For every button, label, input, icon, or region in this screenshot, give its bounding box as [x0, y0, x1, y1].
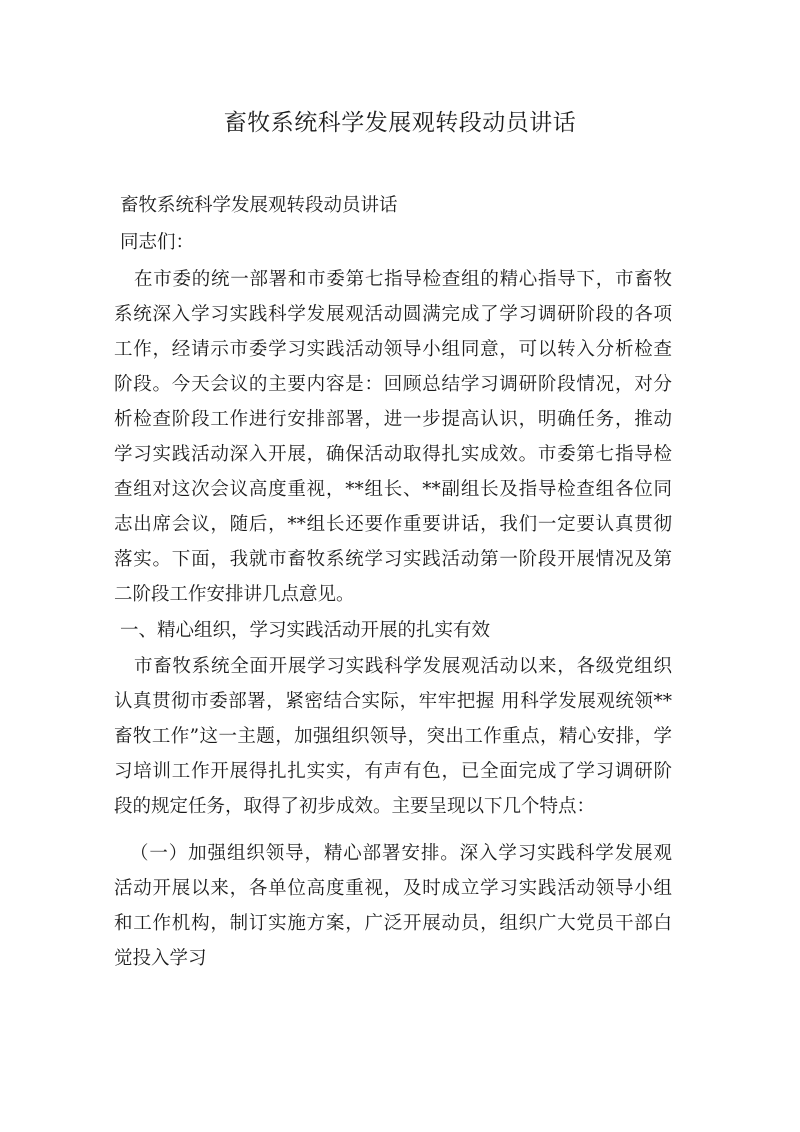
section-heading-1: 一、精心组织，学习实践活动开展的扎实有效: [120, 620, 491, 641]
paragraph-subsection-1: （一）加强组织领导，精心部署安排。深入学习实践科学发展观 活动开展以来，各单位高度重视，及时成立学习实践活动领导小组 和工作机构，制订实施方案，广泛开展动员，组织广大党员干部白 觉投入学习: [114, 843, 672, 969]
paragraph-section-1: 市畜牧系统全面开展学习实践科学发展观活动以来，各级党组织 认真贯彻市委部署，紧密结合实际，牢牢把握 用科学发展观统领** 畜牧工作”这一主题，加强组织领导，突出工作重点，精心安排，学 习培训工作开展得扎扎实实，有声有色，已全面完成了学习调研阶 段的规定任务，取得了初步成效。主要呈现以下几个特点：: [114, 656, 672, 817]
paragraph-intro: 在市委的统一部署和市委第七指导检查组的精心指导下，市畜牧 系统深入学习实践科学发展观活动圆满完成了学习调研阶段的各项 工作，经请示市委学习实践活动领导小组同意，可以转入分析检查 阶段。今天会议的主要内容是：回顾总结学习调研阶段情况，对分 析检查阶段工作进行安排部署，进一步提高认识，明确任务，推动 学习实践活动深入开展，确保活动取得扎实成效。市委第七指导检 查组对这次会议高度重视，**组长、**副组长及指导检查组各位同 志出席会议，随后，**组长还要作重要讲话，我们一定要认真贯彻 落实。下面，我就市畜牧系统学习实践活动第一阶段开展情况及第 二阶段工作安排讲几点意见。: [114, 269, 672, 605]
document-title: 畜牧系统科学发展观转段动员讲话: [223, 110, 577, 136]
document-body: [114, 188, 672, 976]
paragraph-greeting: 同志们：: [120, 232, 195, 253]
paragraph-subtitle: 畜牧系统科学发展观转段动员讲话: [120, 195, 398, 216]
